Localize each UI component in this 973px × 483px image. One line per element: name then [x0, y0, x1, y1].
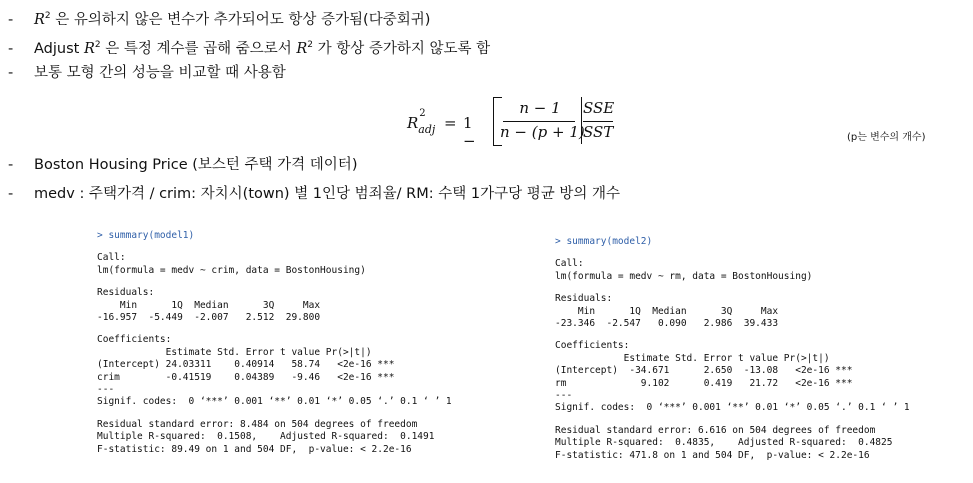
bullet-r2-increase	[8, 6, 430, 30]
model2-residuals: Residuals: Min 1Q Median 3Q Max -23.346 -2.547 0.090 2.986 39.433	[555, 293, 779, 330]
bullet-boston-housing	[8, 155, 357, 175]
spacer	[555, 415, 910, 425]
formula-sub: adj	[418, 123, 436, 136]
bullet-text-post: 가 항상 증가하지 않도록 함	[313, 41, 491, 57]
formula-one-minus: 1 −	[463, 114, 476, 150]
formula-sup: 2	[419, 108, 426, 119]
model1-fit-stats: Residual standard error: 8.484 on 504 degrees of freedom Multiple R-squared: 0.1508, Adjusted R-squared: 0.1491 F-statistic: 89.49 on 1 and 504 DF, p-value: < 2.2e-16	[97, 418, 435, 455]
bullet-variables	[8, 184, 620, 204]
r-symbol: R	[83, 41, 95, 57]
p-note: (p는 변수의 개수)	[847, 132, 926, 143]
bullet-text: medv : 주택가격 / crim: 자치시(town) 별 1인당 범죄율/ RM: 수택 1가구당 평균 방의 개수	[34, 186, 620, 202]
spacer	[97, 409, 452, 419]
r-superscript: 2	[44, 11, 51, 21]
bullet-model-comparison	[8, 63, 286, 83]
bullet-text: Boston Housing Price (보스턴 주택 가격 데이터)	[34, 157, 358, 173]
model2-fit-stats: Residual standard error: 6.616 on 504 degrees of freedom Multiple R-squared: 0.4835, Adjusted R-squared: 0.4825 F-statistic: 471.8 on 1 and 504 DF, p-value: < 2.2e-16	[555, 424, 893, 461]
bullet-dash: -	[8, 157, 14, 173]
formula-r: R	[407, 114, 419, 132]
formula-frac1-bar	[503, 121, 575, 122]
spacer	[97, 277, 452, 287]
model1-call: Call: lm(formula = medv ~ crim, data = BostonHousing)	[97, 252, 366, 276]
formula-frac2-numerator: SSE	[583, 99, 615, 117]
bullet-text-mid: 은 특정 계수를 곱해 줌으로서	[100, 41, 297, 57]
model2-prompt: > summary(model2)	[555, 236, 653, 247]
r-symbol: R	[34, 12, 45, 28]
bullet-adjusted-r2	[8, 35, 490, 59]
formula-lhs	[407, 108, 440, 136]
formula-frac2-bar	[583, 121, 613, 122]
formula-frac1-numerator: n − 1	[519, 99, 561, 117]
r-symbol-2: R	[296, 41, 308, 57]
model1-coefficients: Coefficients: Estimate Std. Error t value Pr(>|t|) (Intercept) 24.03311 0.40914 58.74 <2e-16 *** crim -0.41519 0.04389 -9.46 <2e-16 *** --- Signif. codes: 0 ‘***’ 0.001 ‘**’ 0.01 ‘*’ 0.05 ‘.’ 0.1 ‘ ’ 1	[97, 334, 452, 408]
bullet-dash: -	[8, 12, 14, 28]
bullet-dash: -	[8, 65, 14, 81]
formula-equals: =	[444, 114, 457, 132]
bullet-text: 은 유의하지 않은 변수가 추가되어도 항상 증가됨(다중회귀)	[50, 12, 431, 28]
spacer	[555, 330, 910, 340]
r-superscript: 2	[94, 40, 101, 50]
bullet-dash: -	[8, 41, 14, 57]
model1-residuals: Residuals: Min 1Q Median 3Q Max -16.957 -5.449 -2.007 2.512 29.800	[97, 287, 321, 324]
bullet-dash: -	[8, 186, 14, 202]
formula-frac2-denominator: SST	[583, 123, 614, 141]
formula-frac1-denominator: n − (p + 1)	[500, 123, 585, 141]
bullet-text-pre: Adjust	[34, 41, 84, 57]
formula-right-bracket	[577, 97, 582, 144]
spacer	[97, 324, 452, 334]
formula-supsub	[418, 108, 440, 136]
model2-summary-output	[555, 236, 910, 462]
model1-prompt: > summary(model1)	[97, 230, 195, 241]
model2-coefficients: Coefficients: Estimate Std. Error t value Pr(>|t|) (Intercept) -34.671 2.650 -13.08 <2e-16 *** rm 9.102 0.419 21.72 <2e-16 *** --- Signif. codes: 0 ‘***’ 0.001 ‘**’ 0.01 ‘*’ 0.05 ‘.’ 0.1 ‘ ’ 1	[555, 340, 910, 414]
bullet-text: 보통 모형 간의 성능을 비교할 때 사용함	[34, 65, 286, 81]
model1-summary-output	[97, 230, 452, 456]
model2-call: Call: lm(formula = medv ~ rm, data = BostonHousing)	[555, 258, 813, 282]
r-superscript-2: 2	[307, 40, 313, 50]
spacer	[555, 283, 910, 293]
